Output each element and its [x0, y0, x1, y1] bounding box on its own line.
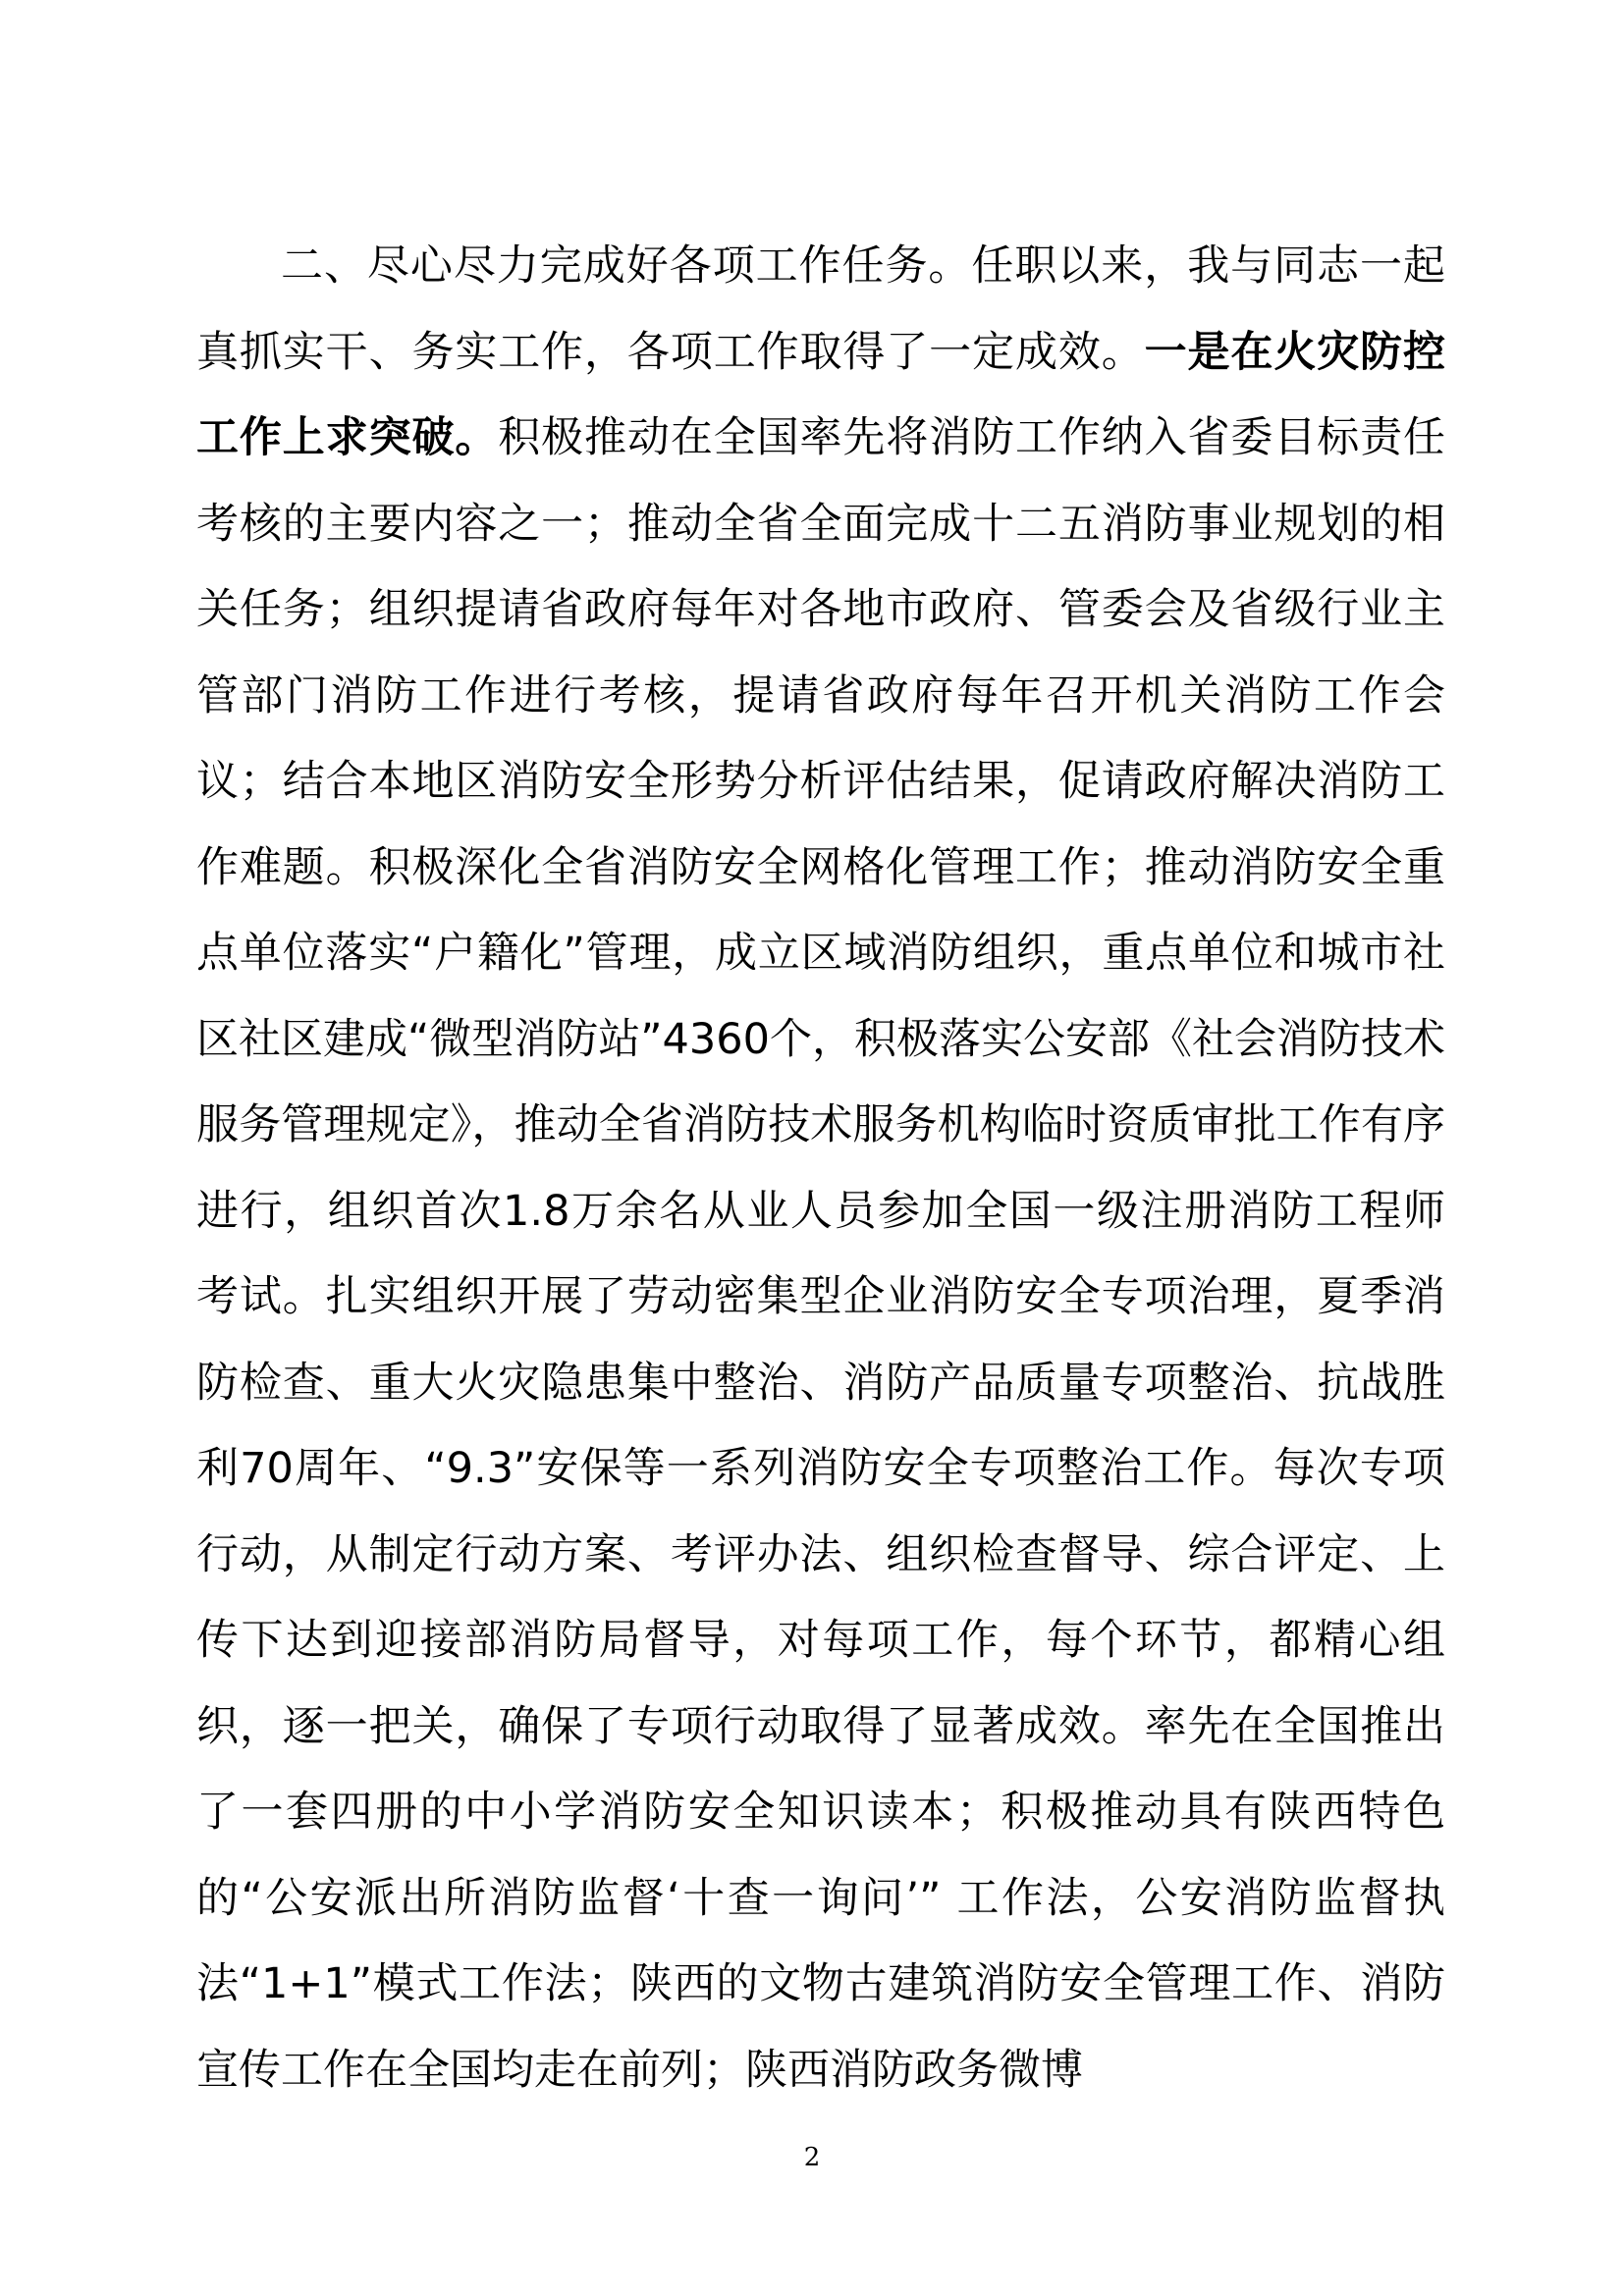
paragraph-intro: 二、尽心尽力完成好各项工作任务。任职以来，我与同志一起真抓实干、务实工作，各项工作取得了一定成效。 [196, 241, 1445, 377]
paragraph-bold-heading: 一是在火灾防控工作上求突破。 [196, 327, 1446, 462]
paragraph-body: 积极推动在全国率先将消防工作纳入省委目标责任考核的主要内容之一；推动全省全面完成十二五消防事业规划的相关任务；组织提请省政府每年对各地市政府、管委会及省级行业主管部门消防工作进行考核，提请省政府每年召开机关消防工作会议；结合本地区消防安全形势分析评估结果，促请政府解决消防工作难题。积极深化全省消防安全网格化管理工作；推动消防安全重点单位落实“户籍化”管理，成立区域消防组织，重点单位和城市社区社区建成“微型消防站”4360个，积极落实公安部《社会消防技术服务管理规定》，推动全省消防技术服务机构临时资质审批工作有序进行，组织首次1.8万余名从业人员参加全国一级注册消防工程师考试。扎实组织开展了劳动密集型企业消防安全专项治理，夏季消防检查、重大火灾隐患集中整治、消防产品质量专项整治、抗战胜利70周年、“9.3”安保等一系列消防安全专项整治工作。每次专项行动，从制定行动方案、考评办法、组织检查督导、综合评定、上传下达到迎接部消防局督导，对每项工作，每个环节，都精心组织，逐一把关，确保了专项行动取得了显著成效。率先在全国推出了一套四册的中小学消防安全知识读本；积极推动具有陕西特色的“公安派出所消防监督‘十查一询问’” 工作法，公安消防监督执法“1+1”模式工作法；陕西的文物古建筑消防安全管理工作、消防宣传工作在全国均走在前列；陕西消防政务微博 [196, 413, 1445, 2095]
page-number: 2 [803, 2143, 821, 2172]
body-paragraph [196, 224, 1445, 2113]
